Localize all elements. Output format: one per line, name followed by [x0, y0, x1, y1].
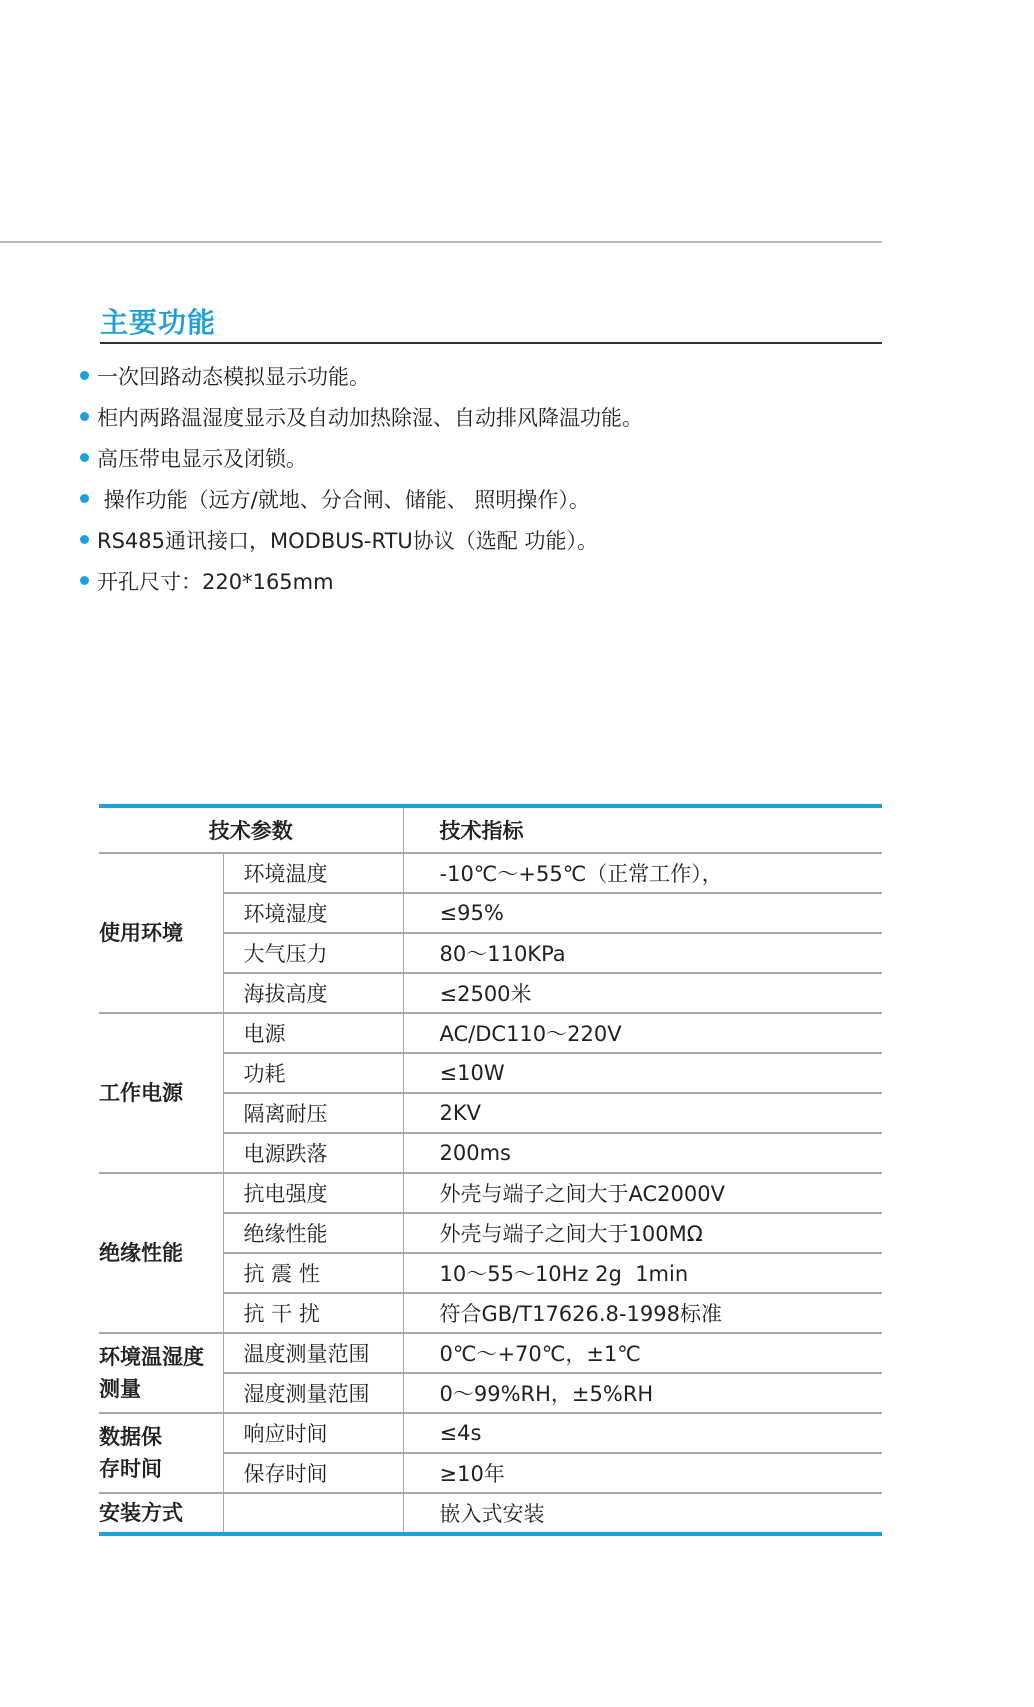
feature-item — [80, 560, 643, 601]
param-name: 环境湿度 — [223, 893, 403, 933]
bullet-dot-icon — [80, 371, 89, 380]
bullet-dot-icon — [80, 453, 89, 462]
param-name: 保存时间 — [223, 1453, 403, 1493]
feature-item — [80, 355, 643, 396]
param-value: ≤10W — [403, 1053, 882, 1093]
spec-table — [99, 804, 882, 1536]
param-value: 80～110KPa — [403, 933, 882, 973]
param-name: 功耗 — [223, 1053, 403, 1093]
param-value: 外壳与端子之间大于100MΩ — [403, 1213, 882, 1253]
param-value: 10～55～10Hz 2g 1min — [403, 1253, 882, 1293]
feature-text: 操作功能（远方/就地、分合闸、储能、 照明操作）。 — [97, 487, 590, 512]
group-name: 安装方式 — [99, 1493, 223, 1534]
param-value: 200ms — [403, 1133, 882, 1173]
param-name: 抗电强度 — [223, 1173, 403, 1213]
param-name: 响应时间 — [223, 1413, 403, 1453]
feature-list — [80, 355, 643, 601]
group-name: 工作电源 — [99, 1013, 223, 1173]
feature-text: 一次回路动态模拟显示功能。 — [97, 364, 370, 389]
feature-text: 高压带电显示及闭锁。 — [97, 446, 307, 471]
feature-item — [80, 478, 643, 519]
param-name: 湿度测量范围 — [223, 1373, 403, 1413]
header-param: 技术参数 — [99, 806, 403, 853]
param-value: 符合GB/T17626.8-1998标准 — [403, 1293, 882, 1333]
param-name: 温度测量范围 — [223, 1333, 403, 1373]
bullet-dot-icon — [80, 494, 89, 503]
param-value: ≤2500米 — [403, 973, 882, 1013]
feature-item — [80, 396, 643, 437]
table-row — [99, 1413, 882, 1453]
feature-text: RS485通讯接口，MODBUS-RTU协议（选配 功能）。 — [97, 528, 598, 553]
param-value: 0～99%RH，±5%RH — [403, 1373, 882, 1413]
param-name: 电源 — [223, 1013, 403, 1053]
param-name: 大气压力 — [223, 933, 403, 973]
param-value: AC/DC110～220V — [403, 1013, 882, 1053]
param-value: 嵌入式安装 — [439, 1502, 545, 1526]
bullet-dot-icon — [80, 412, 89, 421]
param-value: 0℃～+70℃，±1℃ — [403, 1333, 882, 1373]
group-name — [99, 1413, 223, 1493]
table-header-row — [99, 806, 882, 853]
group-name: 使用环境 — [99, 853, 223, 1013]
param-name: 海拔高度 — [223, 973, 403, 1013]
group-name-line: 数据保 — [99, 1425, 162, 1449]
bullet-dot-icon — [80, 576, 89, 585]
param-name — [223, 1493, 403, 1534]
group-name — [99, 1333, 223, 1413]
header-index: 技术指标 — [403, 806, 882, 853]
param-value: ≥10年 — [403, 1453, 882, 1493]
param-value: 2KV — [403, 1093, 882, 1133]
feature-text: 柜内两路温湿度显示及自动加热除湿、自动排风降温功能。 — [97, 405, 643, 430]
group-name-line: 测量 — [99, 1377, 141, 1401]
table-row — [99, 1173, 882, 1213]
section-title: 主要功能 — [100, 306, 217, 339]
bullet-dot-icon — [80, 535, 89, 544]
param-name: 隔离耐压 — [223, 1093, 403, 1133]
param-name: 环境温度 — [223, 853, 403, 893]
param-name: 抗 干 扰 — [223, 1293, 403, 1333]
param-name: 抗 震 性 — [223, 1253, 403, 1293]
title-underline — [100, 342, 882, 344]
param-value: ≤4s — [403, 1413, 882, 1453]
group-name-line: 存时间 — [99, 1457, 162, 1481]
group-name-line: 环境温湿度 — [99, 1345, 204, 1369]
feature-text: 开孔尺寸：220*165mm — [97, 569, 334, 594]
param-value: ≤95% — [403, 893, 882, 933]
table-row — [99, 1493, 882, 1534]
param-name: 绝缘性能 — [223, 1213, 403, 1253]
param-value: 外壳与端子之间大于AC2000V — [403, 1173, 882, 1213]
param-value: -10℃～+55℃（正常工作）， — [403, 853, 882, 893]
group-name: 绝缘性能 — [99, 1173, 223, 1333]
table-row — [99, 1013, 882, 1053]
feature-item — [80, 437, 643, 478]
param-name: 电源跌落 — [223, 1133, 403, 1173]
top-divider — [0, 241, 882, 243]
table-row — [99, 853, 882, 893]
feature-item — [80, 519, 643, 560]
table-row — [99, 1333, 882, 1373]
